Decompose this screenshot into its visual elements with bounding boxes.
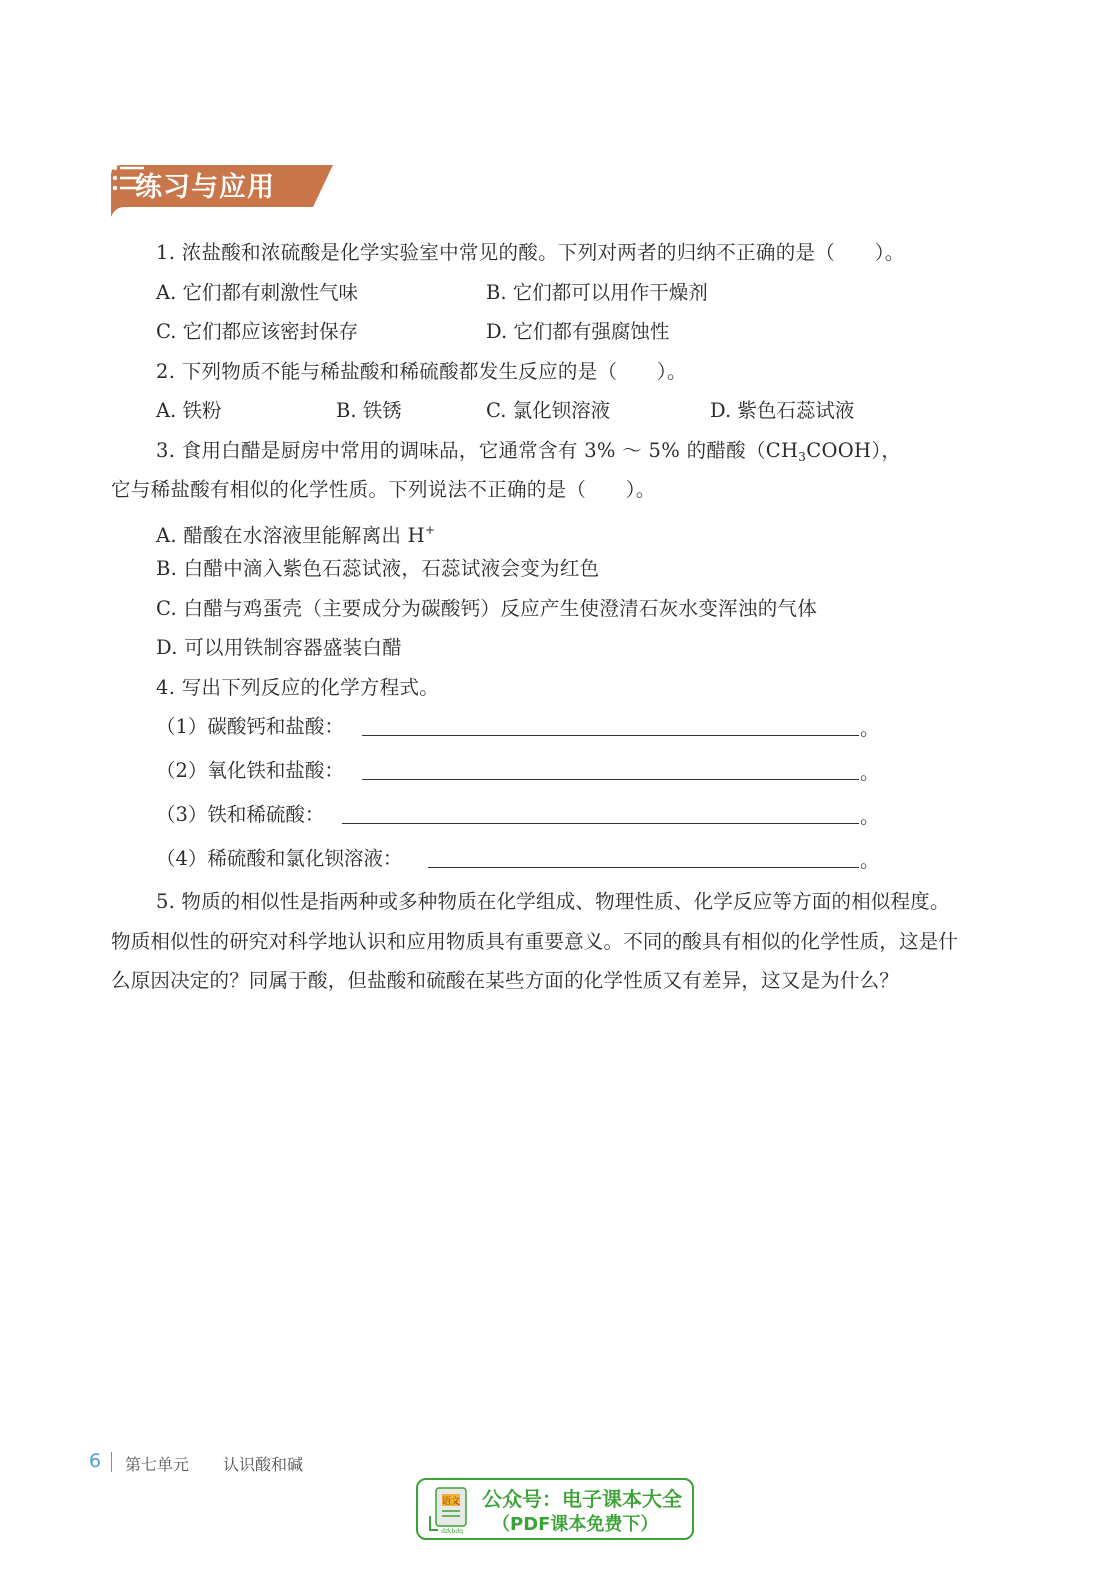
q3-option-c: C. 白醋与鸡蛋壳（主要成分为碳酸钙）反应产生使澄清石灰水变浑浊的气体 <box>156 597 818 620</box>
q1-option-d: D. 它们都有强腐蚀性 <box>486 320 670 343</box>
section-banner <box>111 163 333 217</box>
q2-option-b: B. 铁锈 <box>336 399 402 422</box>
q4-item-4 <box>0 845 880 873</box>
q3-formula-subscript: 3 <box>798 450 807 464</box>
q1-stem: 1. 浓盐酸和浓硫酸是化学实验室中常见的酸。下列对两者的归纳不正确的是（ ）。 <box>156 241 905 264</box>
q1-option-c: C. 它们都应该密封保存 <box>156 320 359 343</box>
q4-item-label: （2）氧化铁和盐酸： <box>156 759 344 782</box>
q3-ion-superscript: + <box>424 523 436 537</box>
q3-stem-line1 <box>156 437 901 465</box>
q1-option-b: B. 它们都可以用作干燥剂 <box>486 281 708 304</box>
q5-text: 5. 物质的相似性是指两种或多种物质在化学组成、物理性质、化学反应等方面的相似程度。物质相似性的研究对科学地认识和应用物质具有重要意义。不同的酸具有相似的化学性质，这是什么原因决定的？同属于酸，但盐酸和硫酸在某些方面的化学性质又有差异，这又是为什么？ <box>111 890 959 992</box>
q4-item-1 <box>0 713 880 741</box>
end-mark: 。 <box>860 761 880 784</box>
answer-blank-line[interactable] <box>362 735 859 736</box>
q3-stem-line2: 它与稀盐酸有相似的化学性质。下列说法不正确的是（ ）。 <box>111 478 656 501</box>
book-logo-icon <box>428 1486 478 1534</box>
unit-name: 第七单元 <box>125 1455 190 1474</box>
section-title: 练习与应用 <box>135 172 275 203</box>
q3-stem-text: 3. 食用白醋是厨房中常用的调味品，它通常含有 3% ～ 5% 的醋酸（CH <box>156 439 799 462</box>
q3-option-a-text: A. 醋酸在水溶液里能解离出 H <box>156 524 425 547</box>
q4-item-label: （1）碳酸钙和盐酸： <box>156 715 344 738</box>
list-lines-icon <box>111 163 145 193</box>
footer-divider <box>111 1452 112 1472</box>
q4-item-3 <box>0 801 880 829</box>
answer-blank-line[interactable] <box>342 823 859 824</box>
answer-blank-line[interactable] <box>362 779 859 780</box>
q2-option-d: D. 紫色石蕊试液 <box>710 399 855 422</box>
q4-item-label: （3）铁和稀硫酸： <box>156 803 325 826</box>
q2-option-c: C. 氯化钡溶液 <box>486 399 611 422</box>
end-mark: 。 <box>860 717 880 740</box>
q3-option-a <box>156 516 436 547</box>
q4-stem: 4. 写出下列反应的化学方程式。 <box>156 676 440 699</box>
answer-blank-line[interactable] <box>428 867 859 868</box>
end-mark: 。 <box>860 805 880 828</box>
watermark-stamp <box>416 1478 694 1540</box>
watermark-line1: 公众号：电子课本大全 <box>482 1487 682 1511</box>
q3-option-d: D. 可以用铁制容器盛装白醋 <box>156 636 403 659</box>
q3-option-b: B. 白醋中滴入紫色石蕊试液，石蕊试液会变为红色 <box>156 557 600 580</box>
q2-stem: 2. 下列物质不能与稀盐酸和稀硫酸都发生反应的是（ ）。 <box>156 360 687 383</box>
chapter-name: 认识酸和碱 <box>223 1455 304 1474</box>
q3-stem-formula-end: COOH）， <box>806 439 902 462</box>
watermark-line2: （PDF课本免费下） <box>492 1514 659 1535</box>
logo-text: 语文 <box>441 1497 461 1507</box>
logo-caption: dzkbdq <box>441 1528 463 1534</box>
end-mark: 。 <box>860 849 880 872</box>
q4-item-label: （4）稀硫酸和氯化钡溶液： <box>156 847 403 870</box>
q4-item-2 <box>0 757 880 785</box>
q2-option-a: A. 铁粉 <box>156 399 222 422</box>
q1-option-a: A. 它们都有刺激性气味 <box>156 281 358 304</box>
page-number: 6 <box>89 1450 102 1472</box>
